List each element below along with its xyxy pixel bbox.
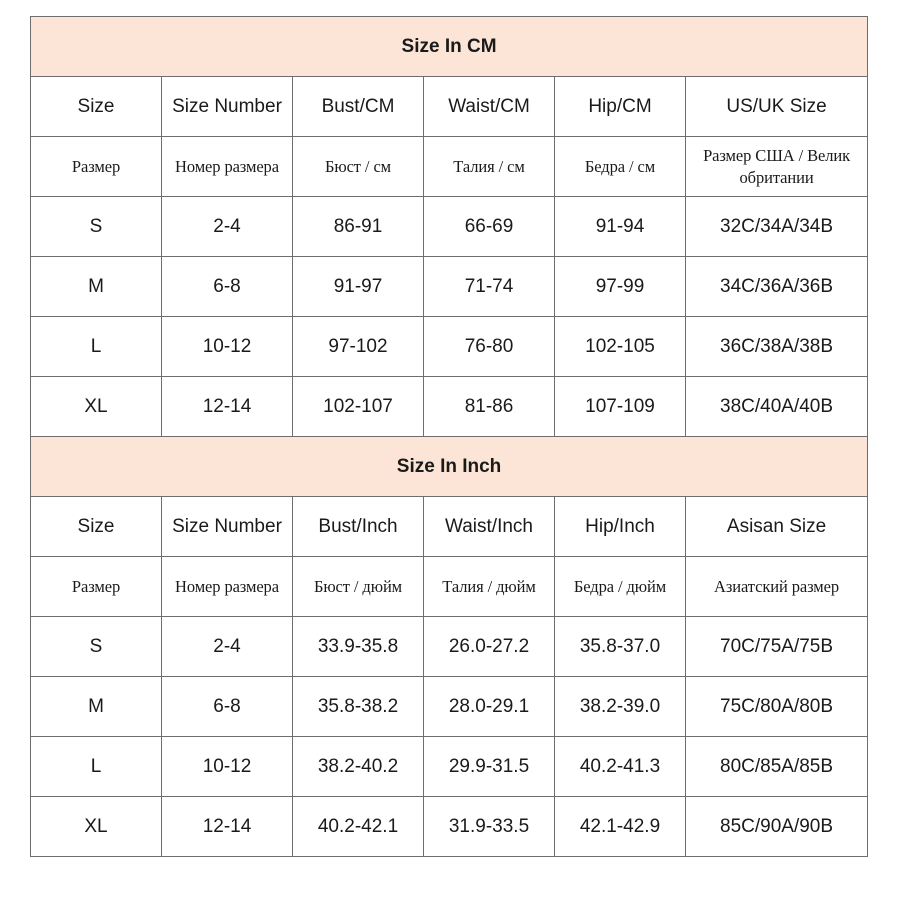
column-header: Bust/CM (293, 77, 424, 137)
table-cell: S (31, 617, 162, 677)
table-cell: 33.9-35.8 (293, 617, 424, 677)
column-header: Waist/CM (424, 77, 555, 137)
table-cell: 31.9-33.5 (424, 797, 555, 857)
column-header-ru: Номер размера (162, 557, 293, 617)
table-cell: 40.2-42.1 (293, 797, 424, 857)
column-header-ru: Талия / см (424, 137, 555, 197)
column-header-ru: Бедра / дюйм (555, 557, 686, 617)
table-cell: 38.2-40.2 (293, 737, 424, 797)
column-header-ru: Номер размера (162, 137, 293, 197)
table-cell: 42.1-42.9 (555, 797, 686, 857)
column-header: Bust/Inch (293, 497, 424, 557)
table-row (31, 617, 868, 677)
table-cell: 80C/85A/85B (686, 737, 868, 797)
table-cell: 6-8 (162, 677, 293, 737)
table-cell: XL (31, 797, 162, 857)
column-header: US/UK Size (686, 77, 868, 137)
column-header: Asisan Size (686, 497, 868, 557)
table-cell: 91-97 (293, 257, 424, 317)
column-header: Size (31, 497, 162, 557)
table-cell: 10-12 (162, 737, 293, 797)
table-row (31, 317, 868, 377)
table-cell: 71-74 (424, 257, 555, 317)
table-cell: 102-107 (293, 377, 424, 437)
table-row (31, 197, 868, 257)
table-cell: L (31, 737, 162, 797)
table-cell: 29.9-31.5 (424, 737, 555, 797)
table-cell: 35.8-38.2 (293, 677, 424, 737)
column-header-ru: Размер США / Велик обритании (686, 137, 868, 197)
table-cell: XL (31, 377, 162, 437)
inch-column-headers-ru-row (31, 557, 868, 617)
table-row (31, 797, 868, 857)
table-cell: 32C/34A/34B (686, 197, 868, 257)
cm-section-header-row (31, 17, 868, 77)
table-cell: 38C/40A/40B (686, 377, 868, 437)
column-header-ru: Талия / дюйм (424, 557, 555, 617)
size-chart-table (30, 16, 868, 857)
column-header-ru: Бюст / дюйм (293, 557, 424, 617)
table-cell: S (31, 197, 162, 257)
inch-section-header-row (31, 437, 868, 497)
table-cell: 85C/90A/90B (686, 797, 868, 857)
table-cell: M (31, 677, 162, 737)
inch-section-title: Size In Inch (31, 437, 868, 497)
table-cell: 12-14 (162, 797, 293, 857)
table-cell: 26.0-27.2 (424, 617, 555, 677)
column-header-ru: Размер (31, 137, 162, 197)
table-cell: 12-14 (162, 377, 293, 437)
column-header: Hip/CM (555, 77, 686, 137)
inch-column-headers-row (31, 497, 868, 557)
table-cell: 97-102 (293, 317, 424, 377)
table-cell: 2-4 (162, 617, 293, 677)
table-cell: 40.2-41.3 (555, 737, 686, 797)
table-row (31, 737, 868, 797)
column-header-ru: Бедра / см (555, 137, 686, 197)
table-cell: 38.2-39.0 (555, 677, 686, 737)
table-row (31, 257, 868, 317)
cm-column-headers-row (31, 77, 868, 137)
table-cell: M (31, 257, 162, 317)
table-cell: 28.0-29.1 (424, 677, 555, 737)
table-cell: 70C/75A/75B (686, 617, 868, 677)
table-cell: 76-80 (424, 317, 555, 377)
column-header: Size Number (162, 77, 293, 137)
table-cell: 66-69 (424, 197, 555, 257)
table-cell: 35.8-37.0 (555, 617, 686, 677)
table-cell: 97-99 (555, 257, 686, 317)
column-header-ru: Размер (31, 557, 162, 617)
table-cell: 81-86 (424, 377, 555, 437)
table-cell: 6-8 (162, 257, 293, 317)
column-header: Hip/Inch (555, 497, 686, 557)
column-header: Waist/Inch (424, 497, 555, 557)
table-row (31, 677, 868, 737)
table-cell: 91-94 (555, 197, 686, 257)
column-header-ru: Бюст / см (293, 137, 424, 197)
table-row (31, 377, 868, 437)
table-cell: 34C/36A/36B (686, 257, 868, 317)
cm-section-title: Size In CM (31, 17, 868, 77)
table-cell: 10-12 (162, 317, 293, 377)
column-header: Size (31, 77, 162, 137)
table-cell: 86-91 (293, 197, 424, 257)
table-cell: L (31, 317, 162, 377)
column-header: Size Number (162, 497, 293, 557)
table-cell: 102-105 (555, 317, 686, 377)
table-cell: 75C/80A/80B (686, 677, 868, 737)
table-cell: 107-109 (555, 377, 686, 437)
cm-column-headers-ru-row (31, 137, 868, 197)
column-header-ru: Азиатский размер (686, 557, 868, 617)
table-cell: 2-4 (162, 197, 293, 257)
table-cell: 36C/38A/38B (686, 317, 868, 377)
